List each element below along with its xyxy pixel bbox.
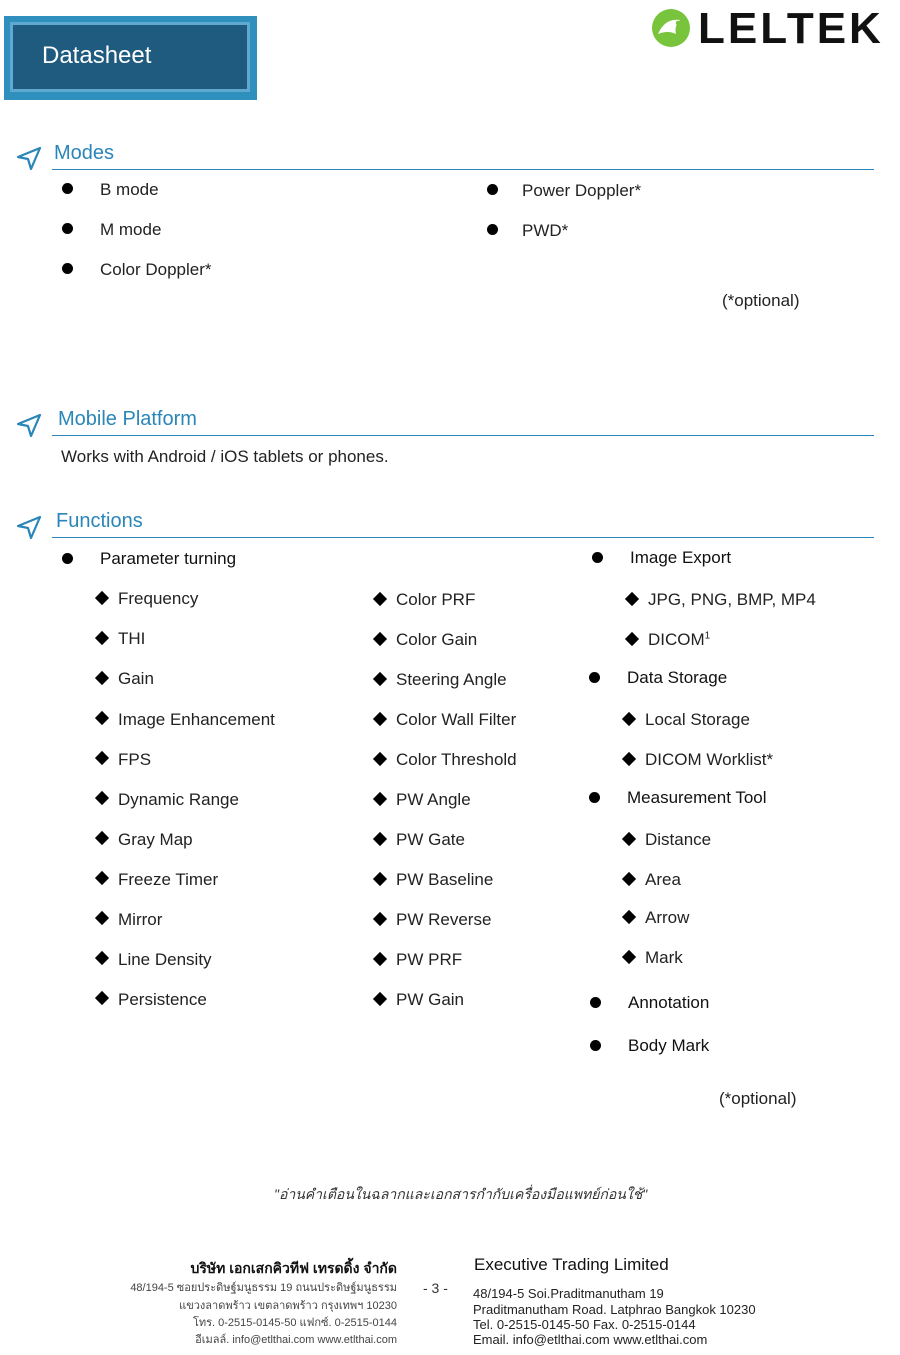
paper-plane-icon: [16, 412, 42, 438]
bullet: [592, 552, 603, 563]
english-contact-line: Email. info@etlthai.com www.etlthai.com: [473, 1332, 708, 1347]
diamond-bullet: [95, 991, 109, 1005]
diamond-bullet: [622, 872, 636, 886]
parameter-item: Color Threshold: [396, 750, 517, 769]
diamond-bullet: [622, 950, 636, 964]
parameter-item: PW Baseline: [396, 870, 494, 889]
mode-item: Power Doppler*: [522, 181, 642, 200]
diamond-bullet: [622, 752, 636, 766]
parameter-item: PW Reverse: [396, 910, 492, 929]
mode-item: B mode: [100, 180, 159, 199]
diamond-bullet: [373, 752, 387, 766]
mode-item: Color Doppler*: [100, 260, 212, 279]
measurement-item: Arrow: [645, 908, 690, 927]
section-divider: [52, 169, 874, 170]
export-format-item: JPG, PNG, BMP, MP4: [648, 590, 816, 609]
parameter-item: PW Gain: [396, 990, 465, 1009]
diamond-bullet: [625, 592, 639, 606]
diamond-bullet: [95, 951, 109, 965]
mode-item: M mode: [100, 220, 162, 239]
diamond-bullet: [95, 831, 109, 845]
diamond-bullet: [95, 911, 109, 925]
storage-item: DICOM Worklist*: [645, 750, 774, 769]
diamond-bullet: [95, 871, 109, 885]
parameter-item: Steering Angle: [396, 670, 507, 689]
diamond-bullet: [95, 631, 109, 645]
parameter-item: Color Wall Filter: [396, 710, 517, 729]
paper-plane-icon: [16, 145, 42, 171]
english-address-line: Praditmanutham Road. Latphrao Bangkok 10230: [473, 1302, 756, 1317]
section-title-mobile-platform: Mobile Platform: [58, 408, 197, 430]
diamond-bullet: [373, 792, 387, 806]
section-divider: [52, 435, 874, 436]
logo-text: LELTEK: [698, 4, 884, 53]
english-phone-line: Tel. 0-2515-0145-50 Fax. 0-2515-0144: [473, 1317, 696, 1332]
diamond-bullet: [95, 791, 109, 805]
diamond-bullet: [373, 712, 387, 726]
diamond-bullet: [625, 632, 639, 646]
parameter-item: Gray Map: [118, 830, 193, 849]
diamond-bullet: [373, 992, 387, 1006]
bullet: [487, 224, 498, 235]
parameter-item: Gain: [118, 669, 154, 688]
thai-address-line: แขวงลาดพร้าว เขตลาดพร้าว กรุงเทพฯ 10230: [179, 1300, 397, 1312]
diamond-bullet: [373, 592, 387, 606]
parameter-item: Color PRF: [396, 590, 476, 609]
diamond-bullet: [373, 632, 387, 646]
body-mark-heading: Body Mark: [628, 1036, 710, 1055]
bullet: [62, 183, 73, 194]
diamond-bullet: [622, 910, 636, 924]
banner-title: Datasheet: [42, 42, 152, 69]
section-title-modes: Modes: [54, 142, 115, 164]
bullet: [589, 792, 600, 803]
diamond-bullet: [373, 672, 387, 686]
optional-note: (*optional): [719, 1089, 797, 1108]
bullet: [590, 997, 601, 1008]
measurement-item: Mark: [645, 948, 683, 967]
english-company-name: Executive Trading Limited: [474, 1255, 669, 1274]
parameter-item: Frequency: [118, 589, 199, 608]
thai-phone-line: โทร. 0-2515-0145-50 แฟกซ์. 0-2515-0144: [192, 1317, 397, 1329]
section-divider: [52, 537, 874, 538]
parameter-item: PW Angle: [396, 790, 471, 809]
measurement-heading: Measurement Tool: [627, 788, 767, 807]
diamond-bullet: [622, 712, 636, 726]
parameter-item: Mirror: [118, 910, 163, 929]
parameter-item: Image Enhancement: [118, 710, 275, 729]
section-title-functions: Functions: [56, 510, 143, 532]
bullet: [62, 223, 73, 234]
diamond-bullet: [95, 751, 109, 765]
bullet: [62, 553, 73, 564]
measurement-item: Distance: [645, 830, 712, 849]
diamond-bullet: [373, 952, 387, 966]
bullet: [487, 184, 498, 195]
bullet: [62, 263, 73, 274]
diamond-bullet: [373, 832, 387, 846]
diamond-bullet: [95, 711, 109, 725]
image-export-heading: Image Export: [630, 548, 732, 567]
dicom-label: DICOM: [648, 630, 705, 649]
parameter-item: PW PRF: [396, 950, 463, 969]
parameter-item: THI: [118, 629, 146, 648]
data-storage-heading: Data Storage: [627, 668, 728, 687]
thai-company-name: บริษัท เอกเสกคิวทีฟ เทรดดิ้ง จำกัด: [190, 1260, 397, 1276]
page-number: - 3 -: [423, 1280, 448, 1296]
mode-item: PWD*: [522, 221, 569, 240]
bullet: [590, 1040, 601, 1051]
diamond-bullet: [373, 912, 387, 926]
diamond-bullet: [95, 591, 109, 605]
diamond-bullet: [373, 872, 387, 886]
parameter-heading: Parameter turning: [100, 549, 237, 568]
measurement-item: Area: [645, 870, 681, 889]
parameter-item: Dynamic Range: [118, 790, 239, 809]
diamond-bullet: [95, 671, 109, 685]
storage-item: Local Storage: [645, 710, 750, 729]
english-address-line: 48/194-5 Soi.Praditmanutham 19: [473, 1286, 664, 1301]
parameter-item: Color Gain: [396, 630, 478, 649]
bullet: [589, 672, 600, 683]
parameter-item: Persistence: [118, 990, 207, 1009]
parameter-item: Line Density: [118, 950, 212, 969]
diamond-bullet: [622, 832, 636, 846]
parameter-item: PW Gate: [396, 830, 465, 849]
footnote-marker: 1: [704, 630, 711, 642]
mobile-platform-text: Works with Android / iOS tablets or phones.: [61, 447, 389, 466]
leltek-logo-icon: [650, 8, 692, 48]
paper-plane-icon: [16, 514, 42, 540]
thai-contact-line: อีเมลล์. info@etlthai.com www.etlthai.com: [195, 1334, 397, 1346]
export-format-item: [648, 630, 710, 650]
thai-address-line: 48/194-5 ซอยประดิษฐ์มนูธรรม 19 ถนนประดิษฐ์มนูธรรม: [130, 1282, 397, 1294]
parameter-item: Freeze Timer: [118, 870, 219, 889]
annotation-heading: Annotation: [628, 993, 710, 1012]
parameter-item: FPS: [118, 750, 152, 769]
optional-note: (*optional): [722, 291, 800, 310]
medical-device-notice: "อ่านคำเตือนในฉลากและเอกสารกำกับเครื่องมือแพทย์ก่อนใช้": [274, 1186, 648, 1202]
